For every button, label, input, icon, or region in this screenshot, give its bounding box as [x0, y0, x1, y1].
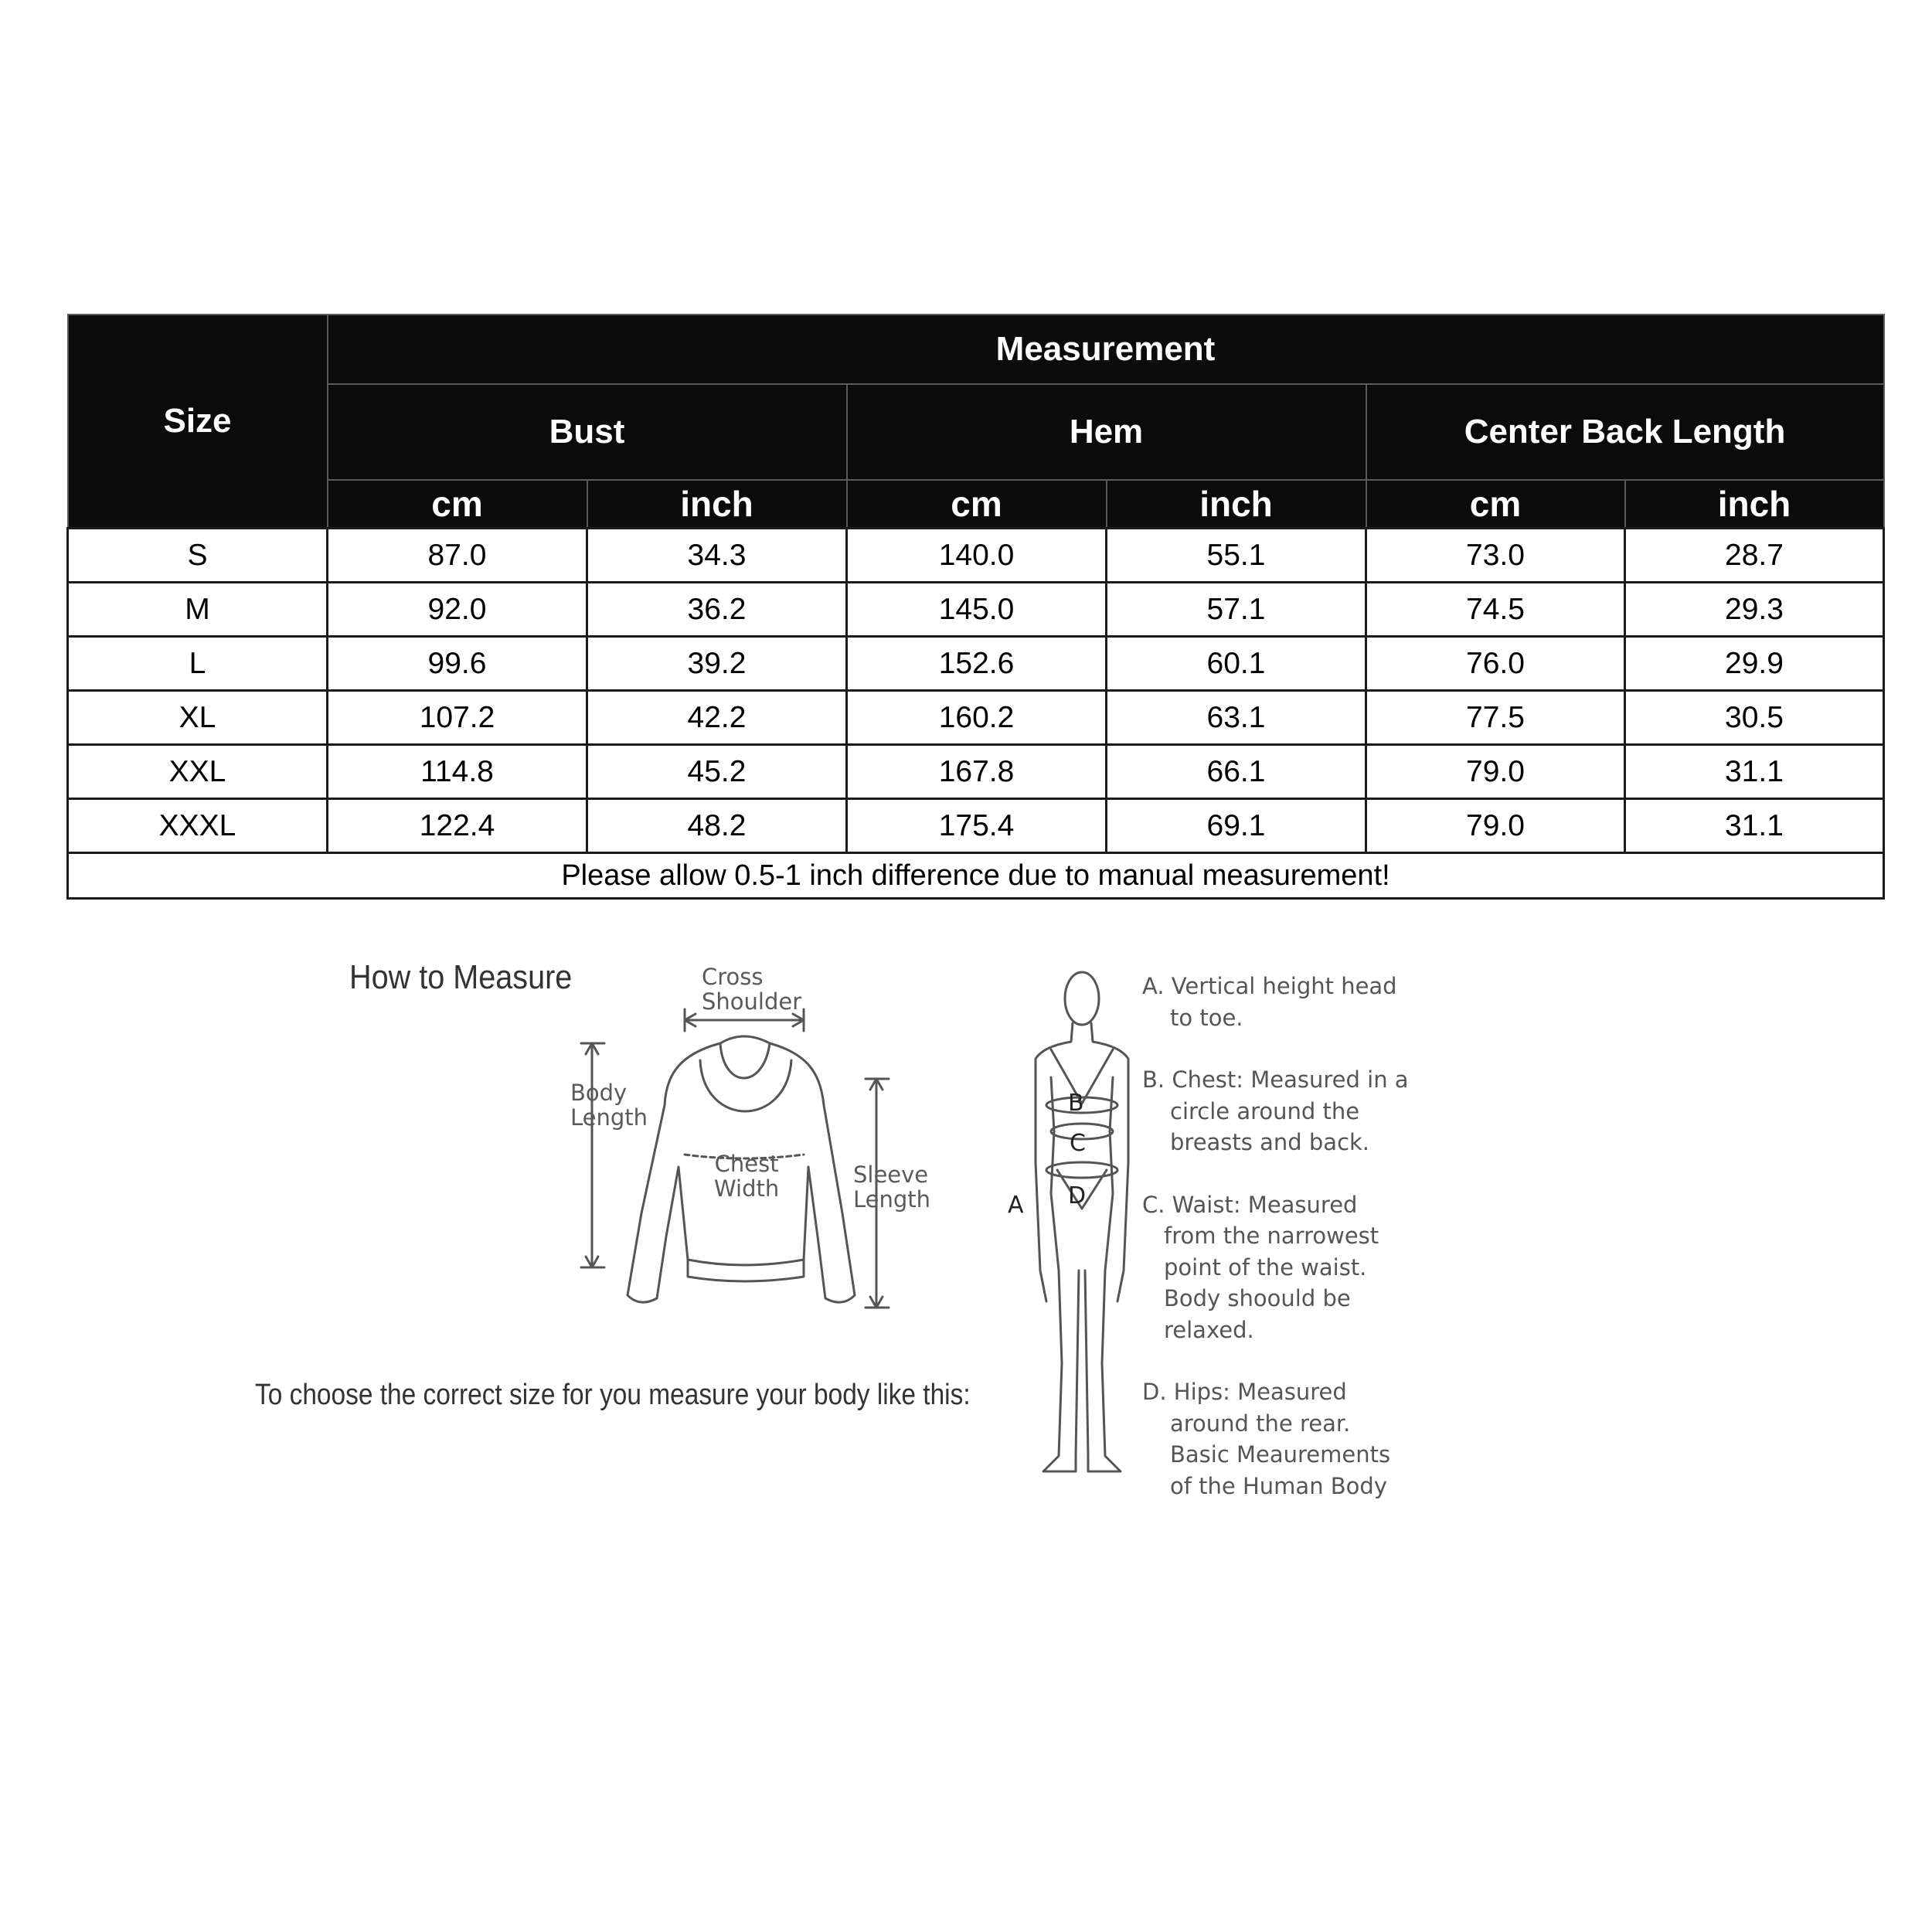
measurement-cell: 107.2 [328, 691, 587, 745]
measurement-cell: 29.9 [1625, 637, 1884, 691]
measurement-cell: 30.5 [1625, 691, 1884, 745]
table-header [68, 315, 1884, 529]
size-cell: XL [68, 691, 328, 745]
measurement-cell: 122.4 [328, 799, 587, 853]
measurement-cell: 145.0 [847, 583, 1107, 637]
table-body [68, 529, 1884, 853]
measurement-cell: 69.1 [1107, 799, 1366, 853]
measurement-cell: 34.3 [587, 529, 847, 583]
size-cell: M [68, 583, 328, 637]
hips-marker-d: D [1068, 1182, 1087, 1209]
measurement-cell: 76.0 [1366, 637, 1625, 691]
body-figure-diagram [1005, 961, 1159, 1487]
size-column-header: Size [68, 315, 328, 529]
height-marker-a: A [1008, 1192, 1024, 1219]
measurement-cell: 87.0 [328, 529, 587, 583]
unit-header: inch [587, 480, 847, 529]
legend-item-a: A. Vertical height head to toe. [1142, 973, 1397, 1031]
chest-width-label: Chest Width [714, 1151, 780, 1202]
measurement-cell: 92.0 [328, 583, 587, 637]
waist-marker-c: C [1070, 1130, 1086, 1157]
measurement-cell: 79.0 [1366, 799, 1625, 853]
measurement-cell: 79.0 [1366, 745, 1625, 799]
unit-header: cm [328, 480, 587, 529]
how-to-measure-title: How to Measure [349, 958, 573, 996]
measurement-cell: 66.1 [1107, 745, 1366, 799]
measurement-cell: 48.2 [587, 799, 847, 853]
cross-shoulder-label: Cross Shoulder [702, 964, 802, 1015]
measurement-cell: 28.7 [1625, 529, 1884, 583]
unit-header: cm [1366, 480, 1625, 529]
chest-marker-b: B [1068, 1090, 1084, 1117]
legend-item-c: C. Waist: Measured from the narrowest point of the waist. Body shoould be relaxed. [1142, 1191, 1379, 1343]
measurement-cell: 57.1 [1107, 583, 1366, 637]
measurement-cell: 63.1 [1107, 691, 1366, 745]
measurement-cell: 55.1 [1107, 529, 1366, 583]
bust-header: Bust [328, 384, 847, 480]
measurement-cell: 36.2 [587, 583, 847, 637]
measurement-cell: 99.6 [328, 637, 587, 691]
size-chart-table [66, 314, 1885, 900]
unit-header: inch [1107, 480, 1366, 529]
body-length-label: Body Length [570, 1080, 648, 1131]
table-row [68, 691, 1884, 745]
measurement-cell: 152.6 [847, 637, 1107, 691]
measurement-cell: 175.4 [847, 799, 1107, 853]
measurement-cell: 29.3 [1625, 583, 1884, 637]
table-row [68, 799, 1884, 853]
unit-header: inch [1625, 480, 1884, 529]
center-back-length-header: Center Back Length [1366, 384, 1884, 480]
measurement-cell: 39.2 [587, 637, 847, 691]
measurement-cell: 140.0 [847, 529, 1107, 583]
table-row [68, 745, 1884, 799]
measure-instruction: To choose the correct size for you measure your body like this: [255, 1379, 971, 1411]
measurement-cell: 73.0 [1366, 529, 1625, 583]
measurement-cell: 31.1 [1625, 745, 1884, 799]
measurement-cell: 31.1 [1625, 799, 1884, 853]
measurement-cell: 114.8 [328, 745, 587, 799]
measurement-header: Measurement [328, 315, 1884, 384]
unit-header: cm [847, 480, 1107, 529]
measurement-cell: 167.8 [847, 745, 1107, 799]
measurement-cell: 74.5 [1366, 583, 1625, 637]
table-row [68, 637, 1884, 691]
measurement-cell: 42.2 [587, 691, 847, 745]
table-row [68, 583, 1884, 637]
measurement-cell: 60.1 [1107, 637, 1366, 691]
size-cell: XXXL [68, 799, 328, 853]
measurement-cell: 160.2 [847, 691, 1107, 745]
sleeve-length-label: Sleeve Length [853, 1162, 931, 1213]
legend-item-d: D. Hips: Measured around the rear. Basic Meaurements of the Human Body [1142, 1379, 1391, 1499]
measurement-note: Please allow 0.5-1 inch difference due to manual measurement! [68, 853, 1884, 899]
size-cell: S [68, 529, 328, 583]
legend-item-b: B. Chest: Measured in a circle around the breasts and back. [1142, 1066, 1409, 1155]
measure-legend [1142, 971, 1467, 1502]
measurement-cell: 45.2 [587, 745, 847, 799]
measurement-cell: 77.5 [1366, 691, 1625, 745]
table-row [68, 529, 1884, 583]
hem-header: Hem [847, 384, 1366, 480]
size-cell: XXL [68, 745, 328, 799]
size-cell: L [68, 637, 328, 691]
